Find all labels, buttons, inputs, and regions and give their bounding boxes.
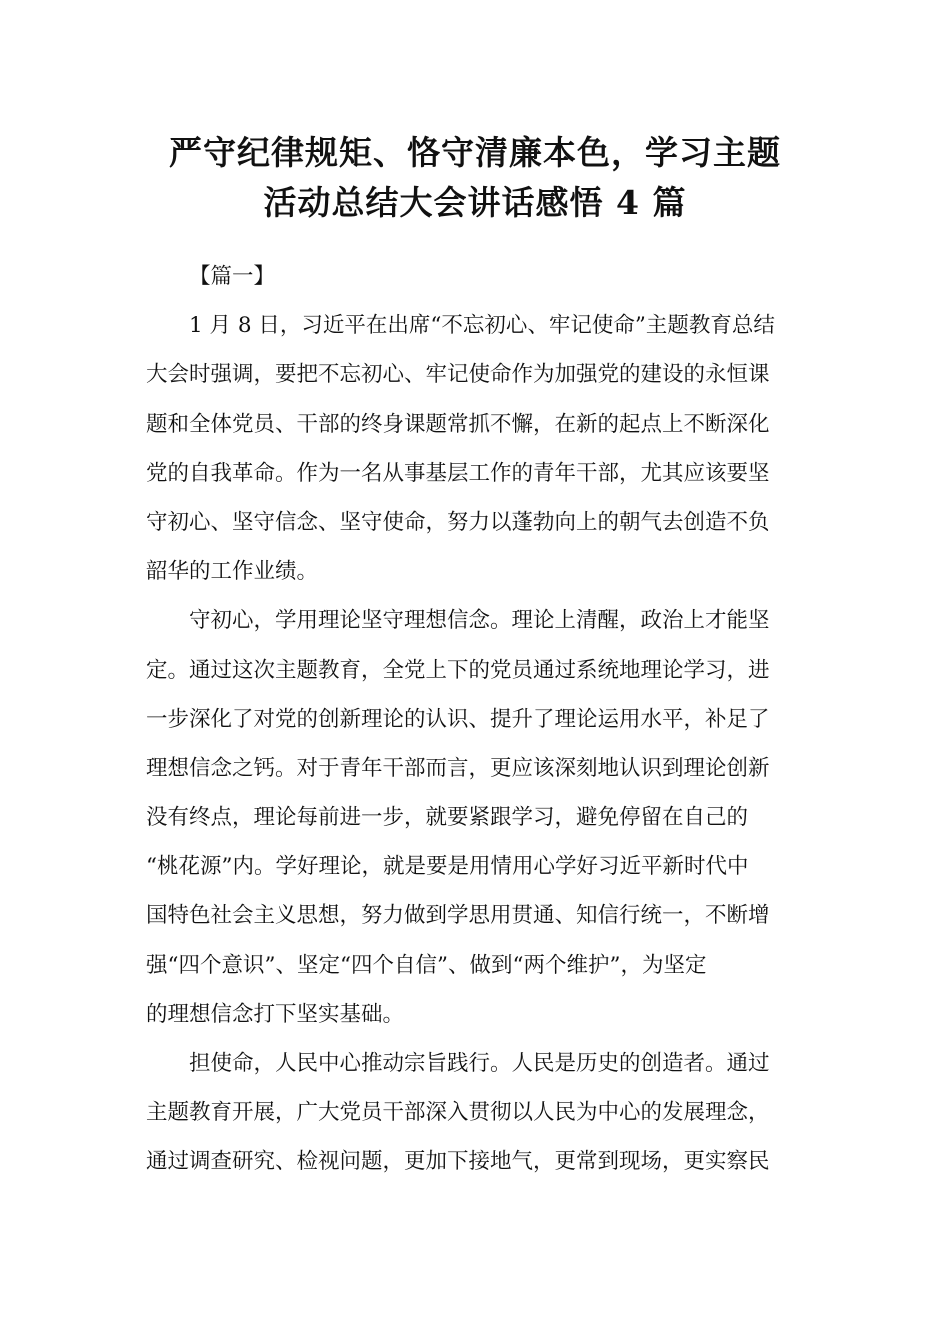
paragraph-3 xyxy=(146,1039,806,1187)
paragraph-line: 题和全体党员、干部的终身课题常抓不懈，在新的起点上不断深化 xyxy=(146,411,770,437)
paragraph-line: 1 月 8 日，习近平在出席“不忘初心、牢记使命”主题教育总结 xyxy=(189,313,775,339)
paragraph-line: 一步深化了对党的创新理论的认识、提升了理论运用水平，补足了 xyxy=(146,706,770,732)
title-line-2: 活动总结大会讲话感悟 4 篇 xyxy=(263,183,687,222)
document-body xyxy=(146,252,806,1187)
paragraph-line: 没有终点，理论每前进一步，就要紧跟学习，避免停留在自己的 xyxy=(146,805,749,831)
section-label: 【篇一】 xyxy=(189,264,276,289)
paragraph-line: 国特色社会主义思想，努力做到学思用贯通、知信行统一，不断增 xyxy=(146,903,770,929)
paragraph-line: 强“四个意识”、坚定“四个自信”、做到“两个维护”，为坚定 xyxy=(146,952,707,978)
paragraph-line: 定。通过这次主题教育，全党上下的党员通过系统地理论学习，进 xyxy=(146,657,770,683)
document-title xyxy=(120,128,830,228)
paragraph-line: 大会时强调，要把不忘初心、牢记使命作为加强党的建设的永恒课 xyxy=(146,362,770,388)
paragraph-line: “桃花源”内。学好理论，就是要是用情用心学好习近平新时代中 xyxy=(146,854,749,880)
paragraph-line: 守初心、坚守信念、坚守使命，努力以蓬勃向上的朝气去创造不负 xyxy=(146,509,770,535)
title-line-1: 严守纪律规矩、恪守清廉本色，学习主题 xyxy=(169,133,781,172)
paragraph-line: 通过调查研究、检视问题，更加下接地气，更常到现场，更实察民 xyxy=(146,1149,770,1175)
paragraph-line: 主题教育开展，广大党员干部深入贯彻以人民为中心的发展理念， xyxy=(146,1100,770,1126)
paragraph-line: 担使命，人民中心推动宗旨践行。人民是历史的创造者。通过 xyxy=(189,1051,770,1076)
paragraph-2 xyxy=(146,596,806,1039)
paragraph-line: 党的自我革命。作为一名从事基层工作的青年干部，尤其应该要坚 xyxy=(146,460,770,486)
paragraph-line: 韶华的工作业绩。 xyxy=(146,559,319,585)
paragraph-1 xyxy=(146,301,806,596)
paragraph-line: 守初心，学用理论坚守理想信念。理论上清醒，政治上才能坚 xyxy=(189,608,770,634)
paragraph-line: 理想信念之钙。对于青年干部而言，更应该深刻地认识到理论创新 xyxy=(146,755,770,781)
paragraph-line: 的理想信念打下坚实基础。 xyxy=(146,1001,405,1027)
